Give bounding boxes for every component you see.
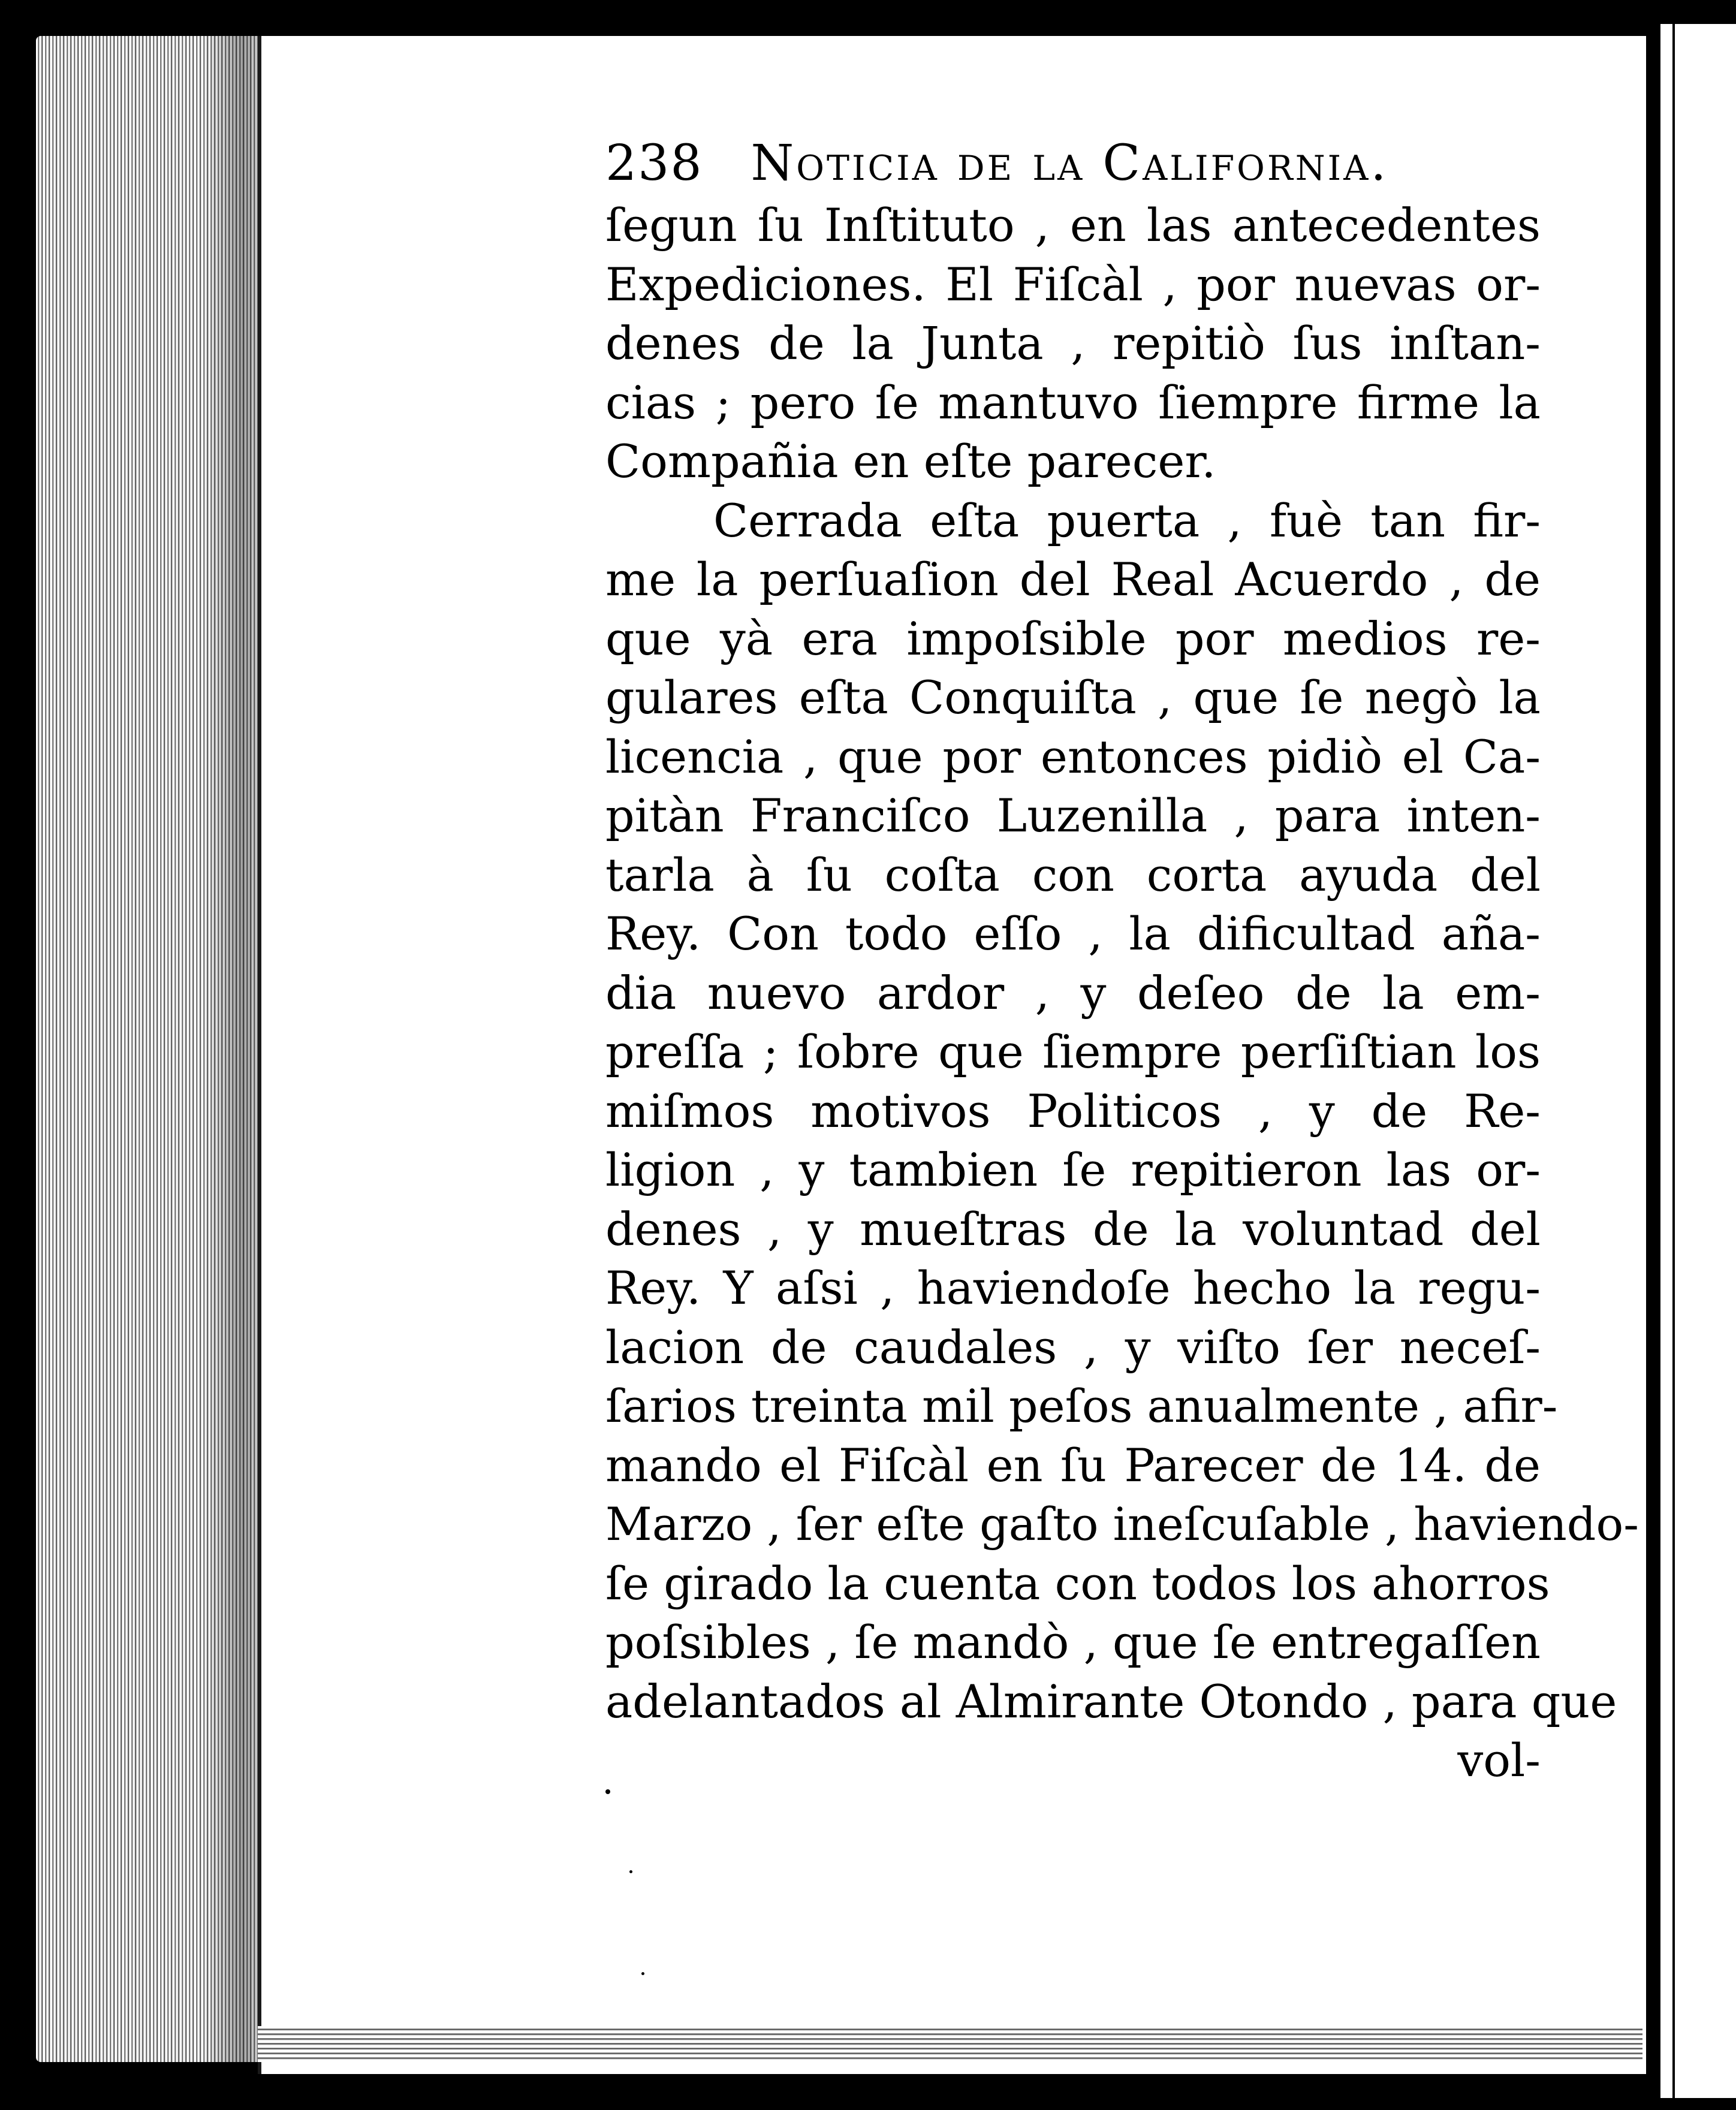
text-line: cias ; pero ſe mantuvo ſiempre firme la xyxy=(605,375,1541,429)
page-bottom-edges xyxy=(258,2026,1642,2062)
text-line: ſegun ſu Inſtituto , en las antecedentes xyxy=(605,198,1541,252)
text-line: licencia , que por entonces pidiò el Ca- xyxy=(605,730,1541,783)
text-line: Cerrada eſta puerta , fuè tan fir- xyxy=(713,493,1541,547)
text-line: ſarios treinta mil peſos anualmente , afir- xyxy=(605,1379,1558,1433)
text-line: Expediciones. El Fiſcàl , por nuevas or- xyxy=(605,257,1541,311)
text-line: miſmos motivos Politicos , y de Re- xyxy=(605,1084,1541,1138)
text-line: Rey. Con todo eſſo , la dificultad aña- xyxy=(605,907,1541,960)
text-line: Rey. Y aſsi , haviendoſe hecho la regu- xyxy=(605,1261,1541,1315)
text-line: ligion , y tambien ſe repitieron las or- xyxy=(605,1143,1541,1196)
text-line: adelantados al Almirante Otondo , para que xyxy=(605,1674,1617,1728)
ink-speck xyxy=(641,1972,644,1975)
text-line: que yà era impoſsible por medios re- xyxy=(605,611,1541,665)
text-line: dia nuevo ardor , y deſeo de la em- xyxy=(605,966,1541,1020)
facing-page-sliver xyxy=(1654,24,1736,2098)
catchword: vol- xyxy=(1457,1734,1541,1787)
page-divider xyxy=(1672,24,1675,2098)
ink-speck xyxy=(629,1870,632,1873)
text-line: Marzo , ſer eſte gaſto ineſcuſable , haviendo- xyxy=(605,1497,1639,1551)
text-line: denes , y mueſtras de la voluntad del xyxy=(605,1202,1541,1256)
text-line: tarla à ſu coſta con corta ayuda del xyxy=(605,848,1541,902)
text-block xyxy=(605,135,1639,1791)
text-line: ſe girado la cuenta con todos los ahorros xyxy=(605,1556,1550,1610)
running-title: Noticia de la California. xyxy=(751,135,1389,192)
text-line: preſſa ; ſobre que ſiempre perſiſtian los xyxy=(605,1025,1541,1078)
running-header xyxy=(605,135,1541,196)
text-line: denes de la Junta , repitiò ſus inſtan- xyxy=(605,316,1541,370)
text-line: mando el Fiſcàl en ſu Parecer de 14. de xyxy=(605,1438,1541,1492)
text-line: me la perſuaſion del Real Acuerdo , de xyxy=(605,553,1541,606)
text-line: lacion de caudales , y viſto ſer neceſ- xyxy=(605,1320,1541,1374)
page-number: 238 xyxy=(605,135,703,192)
text-line: poſsibles , ſe mandò , que ſe entregaſſen xyxy=(605,1615,1541,1669)
text-line: Compañia en eſte parecer. xyxy=(605,435,1216,488)
text-line: pitàn Franciſco Luzenilla , para inten- xyxy=(605,789,1541,842)
text-line: gulares eſta Conquiſta , que ſe negò la xyxy=(605,671,1541,724)
